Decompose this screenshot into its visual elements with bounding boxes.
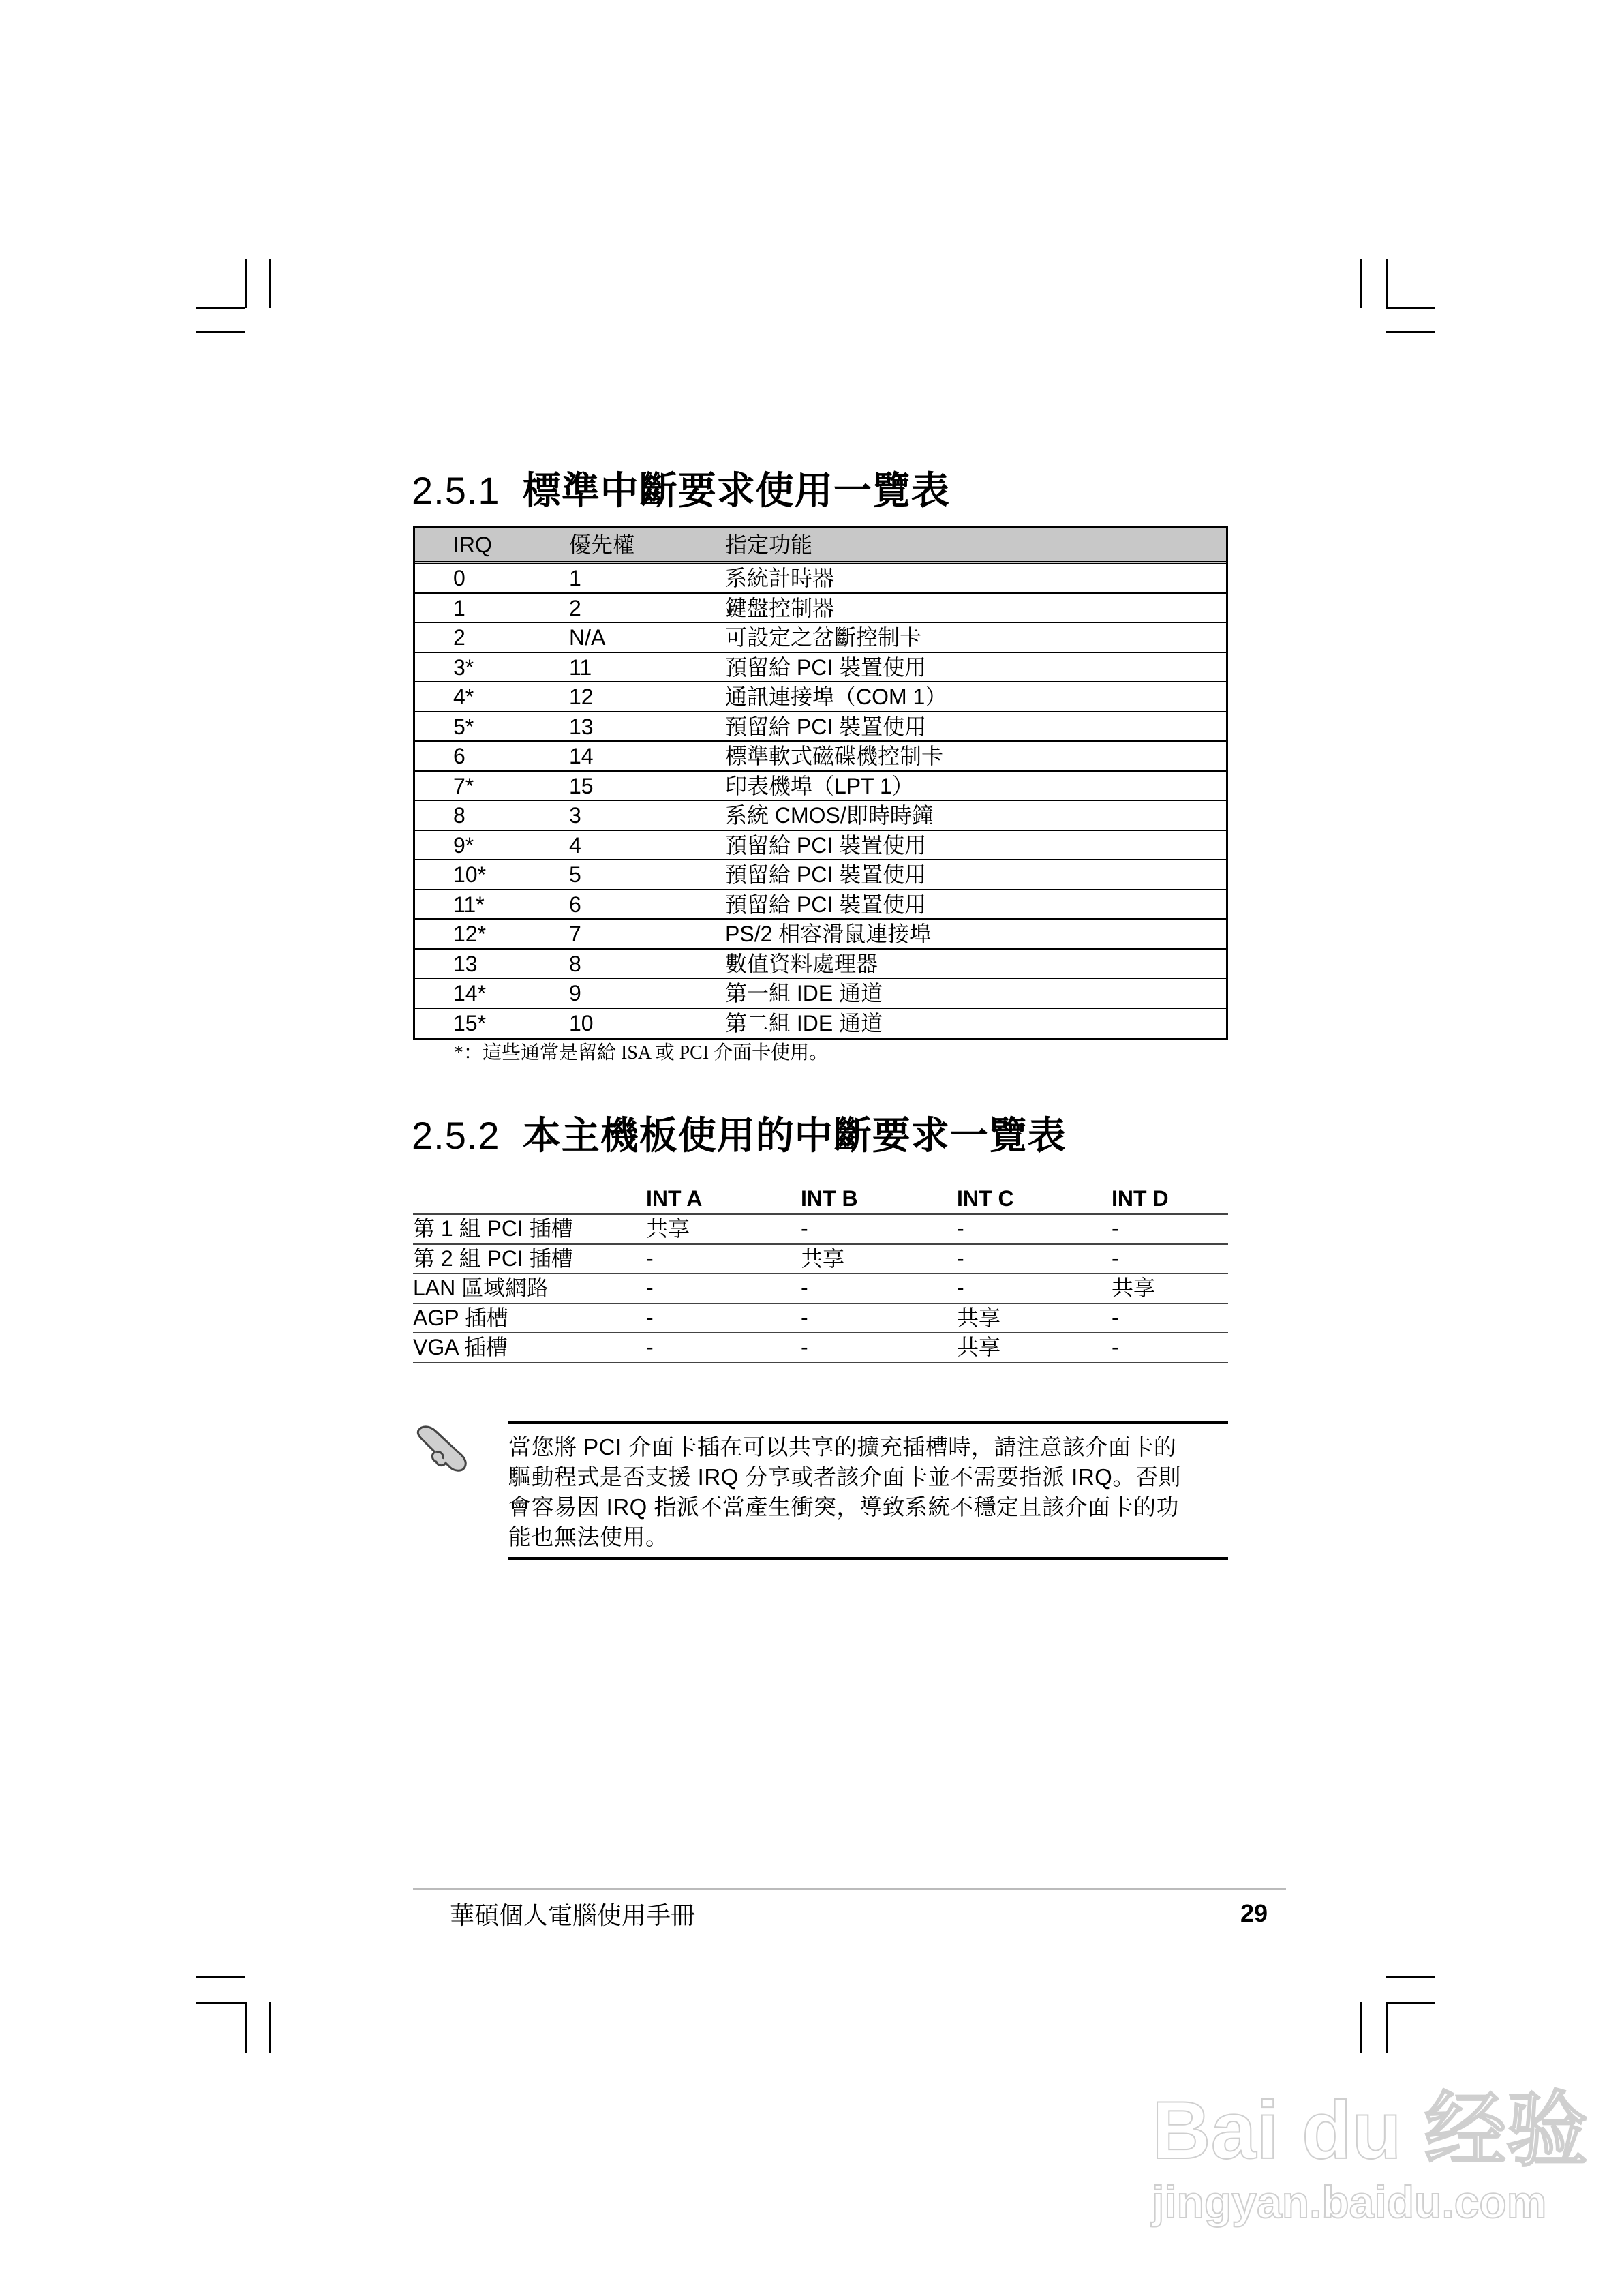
table-cell: 12 xyxy=(569,684,594,709)
table-row xyxy=(415,860,1226,890)
table-cell: 數值資料處理器 xyxy=(725,951,878,976)
table-row xyxy=(415,653,1226,683)
table-cell: 2 xyxy=(569,595,581,620)
table-cell: 共享 xyxy=(957,1305,1001,1330)
table-cell: 第一組 IDE 通道 xyxy=(725,981,883,1006)
table-cell: 第二組 IDE 通道 xyxy=(725,1010,883,1036)
table-row xyxy=(415,801,1226,831)
table-cell: 10* xyxy=(453,862,487,887)
column-header: IRQ xyxy=(453,532,492,557)
table-cell: 5* xyxy=(453,714,474,739)
table-cell: - xyxy=(957,1275,964,1300)
table-cell: 第 2 組 PCI 插槽 xyxy=(413,1245,573,1271)
note-text: 會容易因 IRQ 指派不當產生衝突，導致系統不穩定且該介面卡的功 xyxy=(508,1494,1180,1520)
table-cell: 共享 xyxy=(957,1335,1001,1359)
table-cell: 9* xyxy=(453,832,474,858)
table-cell: 印表機埠（LPT 1） xyxy=(725,773,914,798)
column-header: INT C xyxy=(957,1186,1014,1211)
table-cell: - xyxy=(1112,1216,1119,1241)
table-cell: 4* xyxy=(453,684,474,709)
table-cell: - xyxy=(801,1305,808,1330)
section-number: 2.5.1 xyxy=(412,469,500,512)
column-header: 優先權 xyxy=(569,532,635,557)
table-cell: - xyxy=(1112,1245,1119,1271)
section-2-5-1-heading xyxy=(412,461,950,515)
table-row xyxy=(415,831,1226,861)
table-cell: - xyxy=(801,1275,808,1300)
table-cell: - xyxy=(646,1335,654,1359)
table-cell: AGP 插槽 xyxy=(413,1305,508,1330)
note-box xyxy=(508,1421,1228,1560)
footnote: *：這些通常是留給 ISA 或 PCI 介面卡使用。 xyxy=(454,1042,829,1063)
table-cell: 2 xyxy=(453,625,465,650)
table-cell: 14* xyxy=(453,981,487,1006)
table-cell: 0 xyxy=(453,566,465,590)
table-cell: 標準軟式磁碟機控制卡 xyxy=(725,744,944,768)
table-cell: 第 1 組 PCI 插槽 xyxy=(413,1216,573,1241)
table-row xyxy=(415,623,1226,653)
table-row xyxy=(415,890,1226,920)
table-cell: - xyxy=(801,1335,808,1359)
irq-table xyxy=(413,526,1228,1040)
table-cell: 預留給 PCI 裝置使用 xyxy=(725,832,927,858)
table-row xyxy=(415,920,1226,950)
table-row xyxy=(415,682,1226,712)
table-cell: 14 xyxy=(569,744,594,768)
table-cell: 預留給 PCI 裝置使用 xyxy=(725,862,927,887)
table-cell: 11 xyxy=(569,654,592,680)
watermark-url: jingyan.baidu.com xyxy=(1152,2177,1547,2227)
table-cell: 8 xyxy=(453,803,465,828)
table-cell: 8 xyxy=(569,951,581,976)
table-cell: PS/2 相容滑鼠連接埠 xyxy=(725,922,932,946)
table-cell: 預留給 PCI 裝置使用 xyxy=(725,654,927,680)
column-header: INT A xyxy=(646,1186,703,1211)
table-row xyxy=(413,1333,1228,1363)
table-cell: 11* xyxy=(453,892,485,917)
table-cell: 6 xyxy=(453,744,465,768)
table-cell: 共享 xyxy=(801,1245,845,1271)
column-header: INT D xyxy=(1112,1186,1169,1211)
table-row xyxy=(413,1245,1228,1275)
table-cell: - xyxy=(1112,1335,1119,1359)
table-cell: VGA 插槽 xyxy=(413,1335,508,1359)
footer-divider xyxy=(413,1888,1286,1890)
table-cell: LAN 區域網路 xyxy=(413,1275,549,1300)
column-header: INT B xyxy=(801,1186,858,1211)
table-cell: 5 xyxy=(569,862,581,887)
table-cell: - xyxy=(646,1305,654,1330)
table-cell: 3* xyxy=(453,654,474,680)
table-cell: 12* xyxy=(453,922,487,946)
table-cell: 1 xyxy=(453,595,465,620)
section-2-5-2-heading xyxy=(412,1106,1067,1160)
table-cell: 9 xyxy=(569,981,581,1006)
note-text: 能也無法使用。 xyxy=(508,1524,669,1550)
table-cell: 預留給 PCI 裝置使用 xyxy=(725,892,927,917)
table-row xyxy=(413,1274,1228,1304)
table-cell: 可設定之岔斷控制卡 xyxy=(725,625,922,650)
table-header xyxy=(413,1179,1228,1215)
table-row xyxy=(415,772,1226,802)
table-cell: - xyxy=(1112,1305,1119,1330)
table-row xyxy=(413,1304,1228,1334)
table-cell: 10 xyxy=(569,1010,594,1036)
table-cell: 通訊連接埠（COM 1） xyxy=(725,684,947,709)
section-number: 2.5.2 xyxy=(412,1114,500,1157)
section-title: 本主機板使用的中斷要求一覽表 xyxy=(522,1114,1067,1157)
table-row xyxy=(415,742,1226,772)
section-title: 標準中斷要求使用一覽表 xyxy=(522,469,950,512)
table-cell: 共享 xyxy=(1112,1275,1156,1300)
table-cell: 7 xyxy=(569,922,581,946)
table-row xyxy=(413,1215,1228,1245)
table-row xyxy=(415,564,1226,594)
page-number: 29 xyxy=(1240,1899,1268,1927)
table-cell: 13 xyxy=(453,951,478,976)
table-cell: 預留給 PCI 裝置使用 xyxy=(725,714,927,739)
column-header: 指定功能 xyxy=(725,532,813,557)
table-cell: N/A xyxy=(569,625,606,650)
table-cell: 鍵盤控制器 xyxy=(725,595,835,620)
footer-title: 華碩個人電腦使用手冊 xyxy=(450,1901,696,1929)
note-text: 驅動程式是否支援 IRQ 分享或者該介面卡並不需要指派 IRQ。否則 xyxy=(508,1464,1181,1490)
int-table xyxy=(413,1179,1228,1363)
table-cell: 15 xyxy=(569,773,594,798)
table-cell: 系統計時器 xyxy=(725,566,835,590)
table-row xyxy=(415,1009,1226,1039)
table-cell: - xyxy=(801,1216,808,1241)
note-text: 當您將 PCI 介面卡插在可以共享的擴充插槽時，請注意該介面卡的 xyxy=(508,1434,1177,1460)
table-cell: 13 xyxy=(569,714,594,739)
table-cell: 7* xyxy=(453,773,474,798)
table-cell: 共享 xyxy=(646,1216,690,1241)
table-header xyxy=(415,528,1226,564)
table-cell: 15* xyxy=(453,1010,487,1036)
table-cell: - xyxy=(957,1216,964,1241)
table-cell: 4 xyxy=(569,832,581,858)
table-cell: 3 xyxy=(569,803,581,828)
table-cell: - xyxy=(646,1275,654,1300)
table-cell: 系統 CMOS/即時時鐘 xyxy=(725,803,934,828)
table-cell: - xyxy=(957,1245,964,1271)
table-cell: 1 xyxy=(569,566,581,590)
table-cell: 6 xyxy=(569,892,581,917)
table-row xyxy=(415,594,1226,624)
table-cell: - xyxy=(646,1245,654,1271)
pointing-hand-icon xyxy=(416,1422,477,1477)
table-row xyxy=(415,979,1226,1009)
watermark-brand: Bai du 经验 xyxy=(1152,2085,1589,2176)
table-row xyxy=(415,712,1226,742)
table-row xyxy=(415,950,1226,980)
watermark-logo xyxy=(1152,2086,1588,2229)
